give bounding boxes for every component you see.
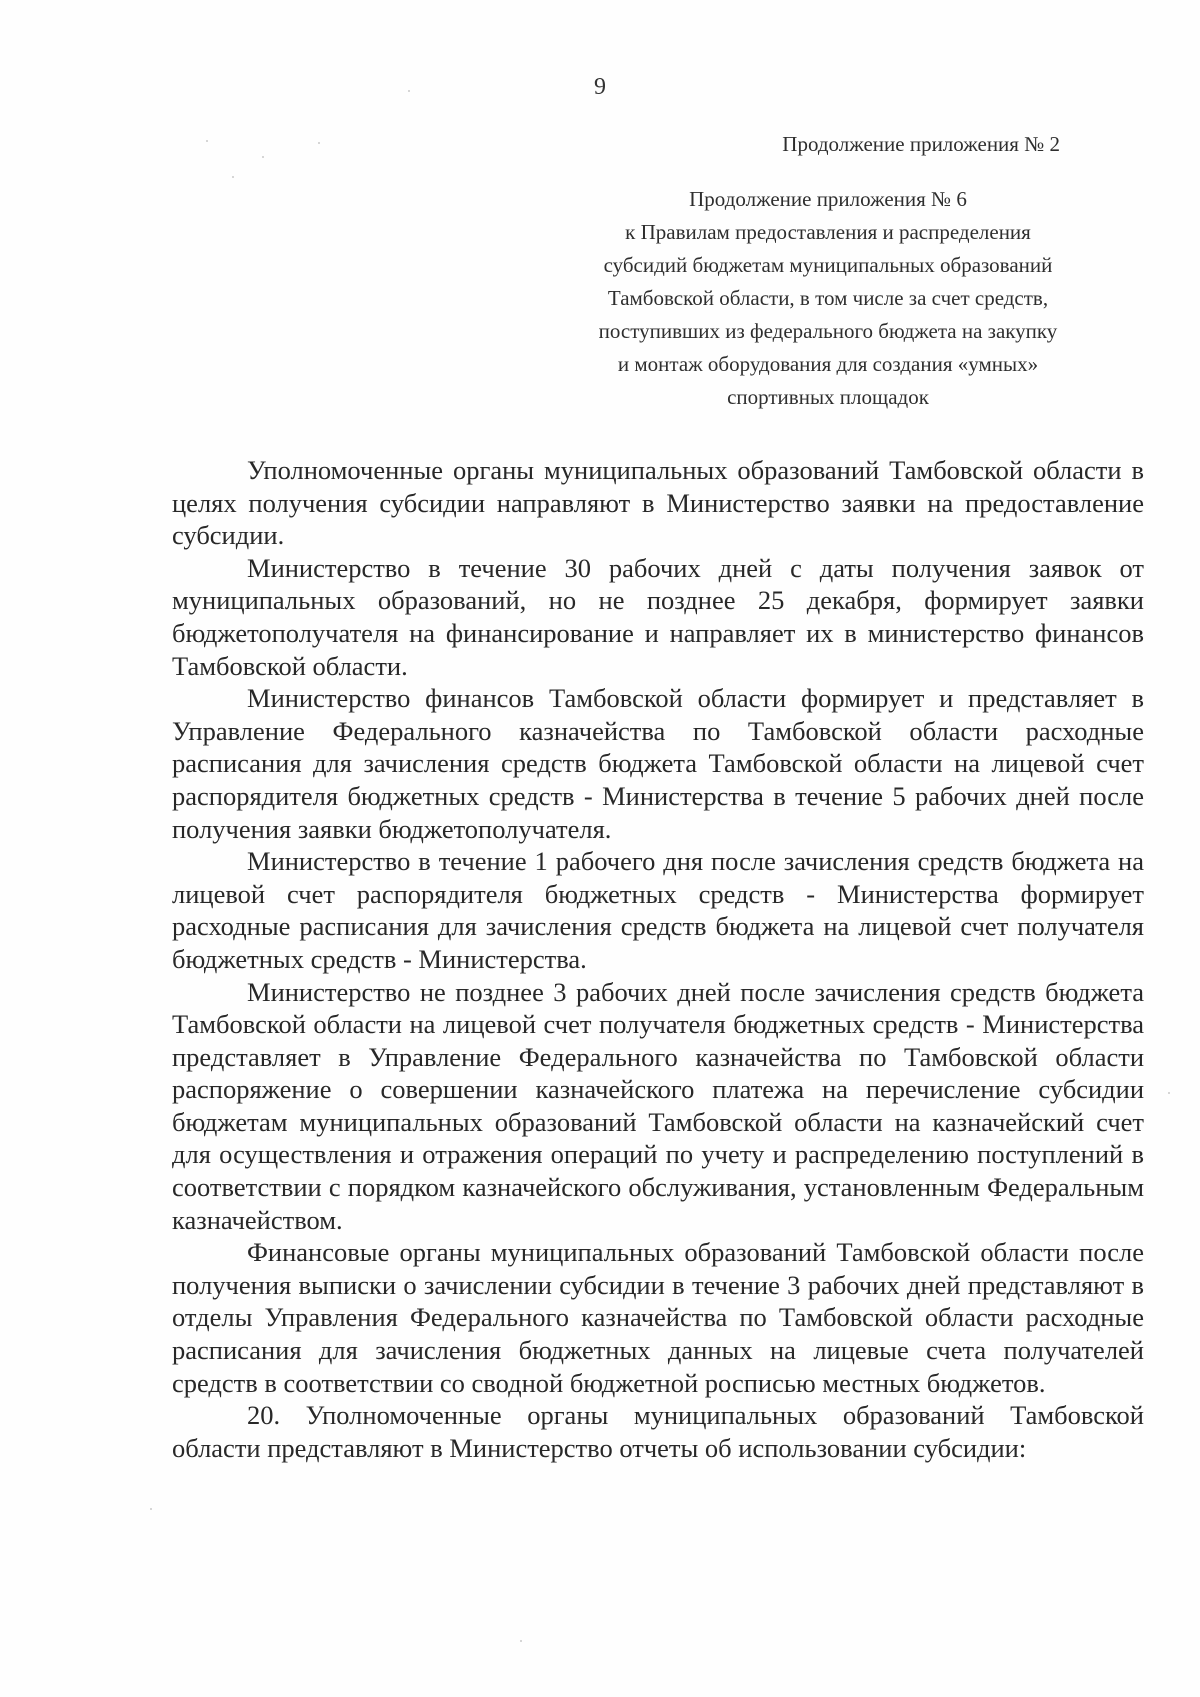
- page-number: 9: [594, 74, 606, 100]
- appendix-2-continuation: Продолжение приложения № 2: [782, 132, 1060, 156]
- appendix-6-line: к Правилам предоставления и распределения: [625, 220, 1031, 244]
- scan-speck: [262, 156, 264, 158]
- appendix-6-line: Тамбовской области, в том числе за счет средств,: [607, 286, 1049, 310]
- scan-speck: [520, 1640, 522, 1642]
- appendix-6-caption: [548, 183, 1108, 414]
- appendix-6-line: Продолжение приложения № 6: [689, 187, 967, 211]
- body-paragraph: Министерство в течение 1 рабочего дня после зачисления средств бюджета на лицевой счет распорядителя бюджетных средств - Министерства формирует расходные расписания для зачисления средств бюджета на лицевой счет получателя бюджетных средств - Министерства.: [172, 846, 1144, 974]
- scan-speck: [232, 176, 234, 178]
- body-paragraph: Министерство не позднее 3 рабочих дней после зачисления средств бюджета Тамбовской области на лицевой счет получателя бюджетных средств - Министерства представляет в Управление Федерального казначейства по Тамбовской области распоряжение о совершении казначейского платежа на перечисление субсидии бюджетам муниципальных образований Тамбовской области на казначейский счет для осуществления и отражения операций по учету и распределению поступлений в соответствии с порядком казначейского обслуживания, установленным Федеральным казначейством.: [172, 976, 1144, 1235]
- appendix-6-line: спортивных площадок: [727, 385, 929, 409]
- appendix-header: [548, 128, 1108, 414]
- scan-speck: [408, 90, 410, 92]
- body-paragraph: Министерство в течение 30 рабочих дней с даты получения заявок от муниципальных образований, но не позднее 25 декабря, формирует заявки бюджетополучателя на финансирование и направляет их в министерство финансов Тамбовской области.: [172, 552, 1144, 681]
- scan-speck: [150, 1508, 152, 1510]
- body-paragraph: Финансовые органы муниципальных образований Тамбовской области после получения выписки о зачислении субсидии в течение 3 рабочих дней представляют в отделы Управления Федерального казначейства по Тамбовской области расходные расписания для зачисления бюджетных данных на лицевые счета получателей средств в соответствии со сводной бюджетной росписью местных бюджетов.: [172, 1237, 1144, 1398]
- appendix-6-line: субсидий бюджетам муниципальных образований: [603, 253, 1053, 277]
- body-paragraph: Министерство финансов Тамбовской области формирует и представляет в Управление Федерального казначейства по Тамбовской области расходные расписания для зачисления средств бюджета Тамбовской области на лицевой счет распорядителя бюджетных средств - Министерства в течение 5 рабочих дней после получения заявки бюджетополучателя.: [172, 683, 1144, 844]
- body-paragraph: 20. Уполномоченные органы муниципальных образований Тамбовской области представляют в Министерство отчеты об использовании субсидии:: [172, 1400, 1144, 1463]
- scan-speck: [206, 140, 208, 142]
- scan-speck: [318, 142, 320, 144]
- appendix-6-line: и монтаж оборудования для создания «умных»: [617, 352, 1039, 376]
- appendix-6-line: поступивших из федерального бюджета на закупку: [598, 319, 1058, 343]
- document-body: [172, 454, 1144, 1464]
- body-paragraph: Уполномоченные органы муниципальных образований Тамбовской области в целях получения субсидии направляют в Министерство заявки на предоставление субсидии.: [172, 455, 1144, 551]
- scan-speck: [1168, 1092, 1170, 1094]
